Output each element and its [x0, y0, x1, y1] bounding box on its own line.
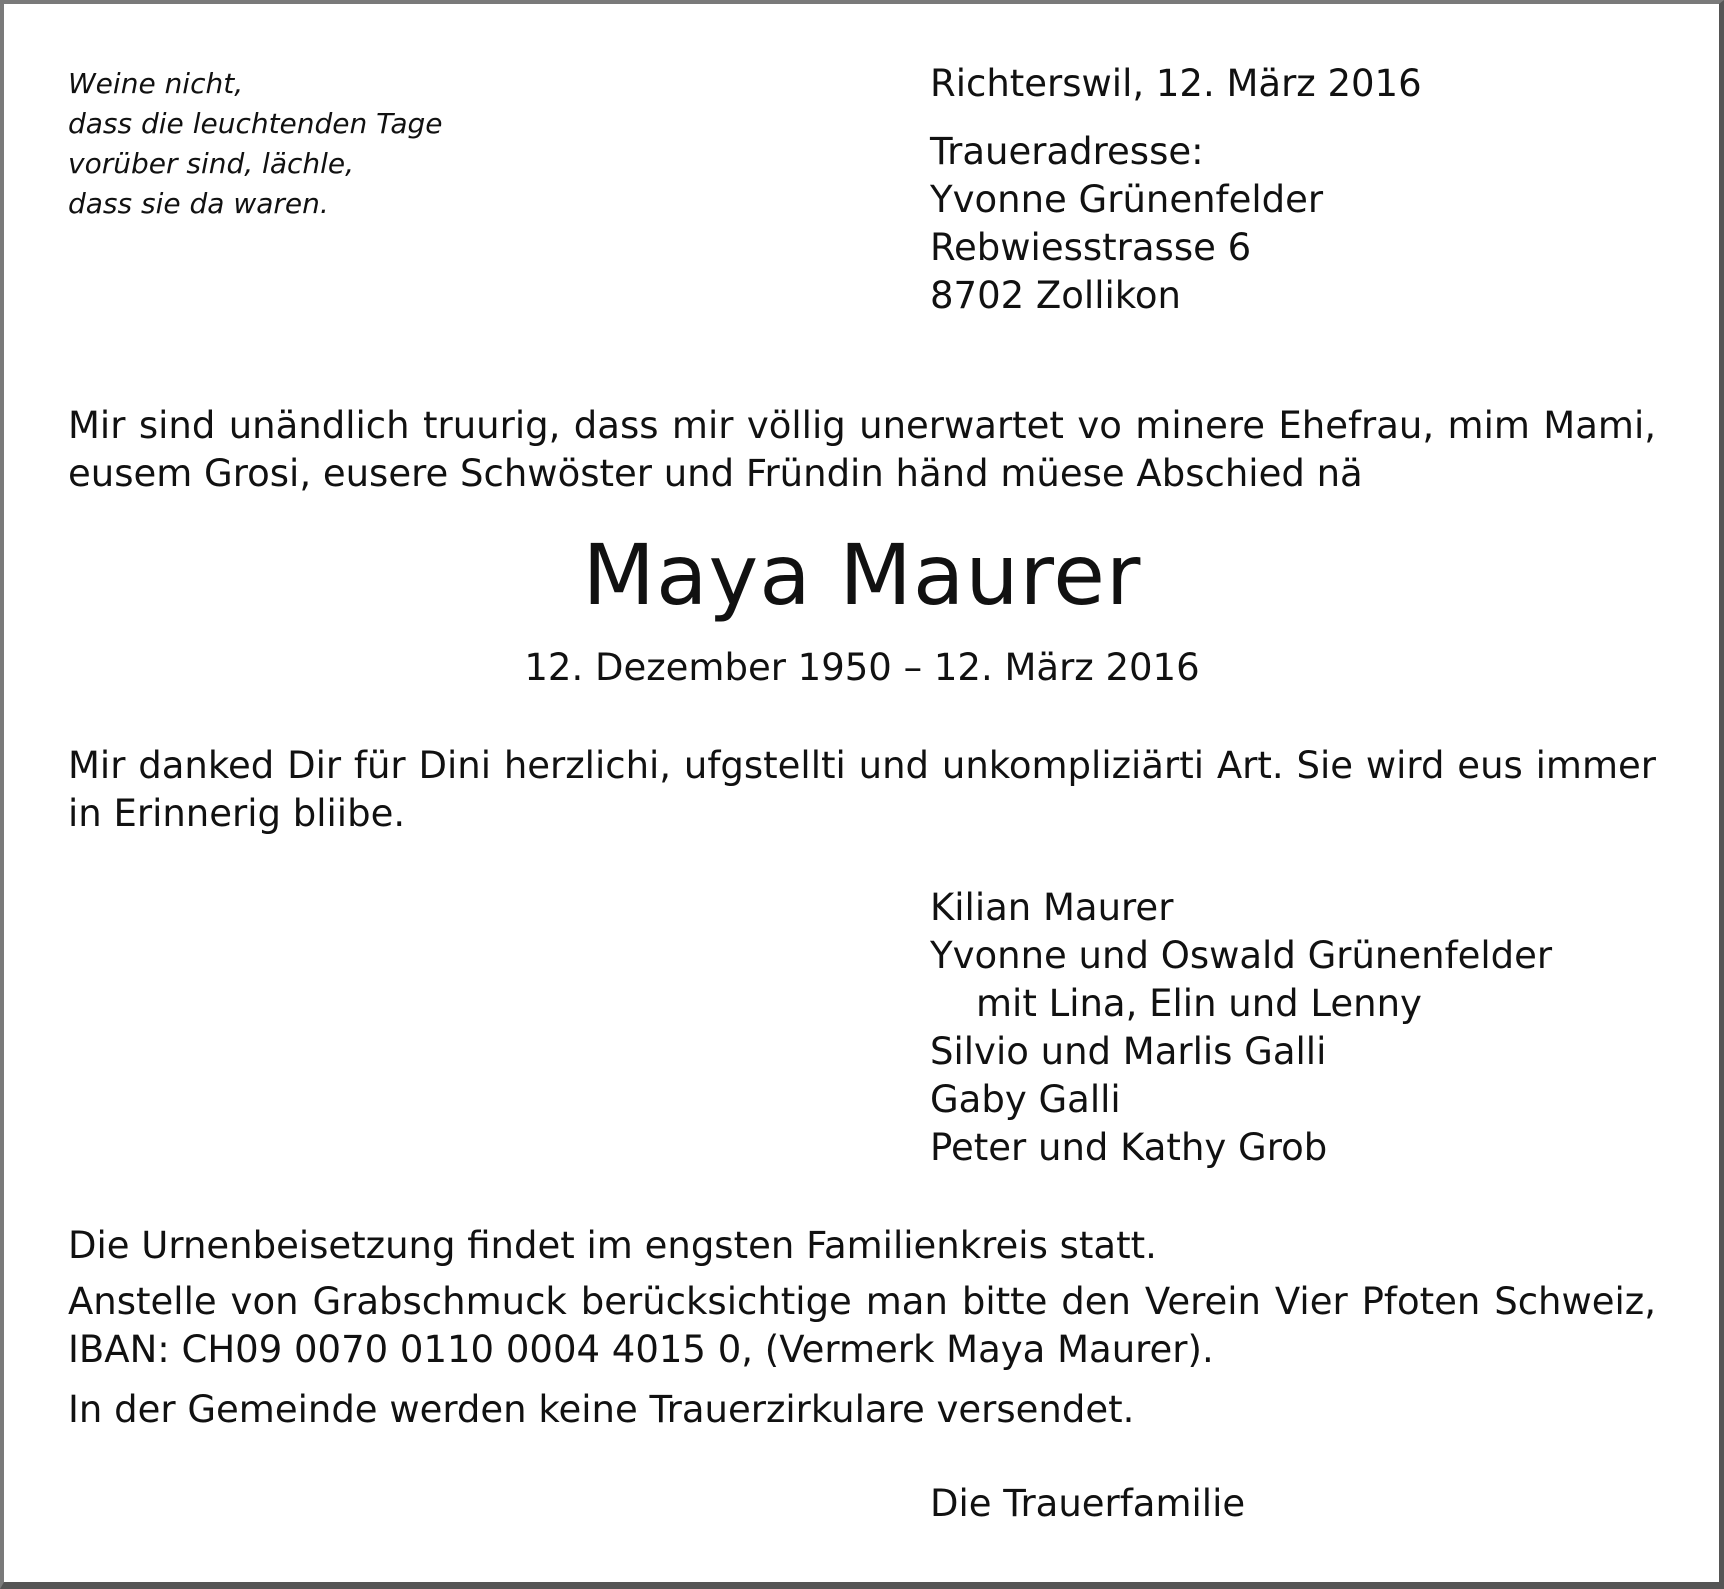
poem-line: dass die leuchtenden Tage: [68, 107, 443, 140]
address-street: Rebwiesstrasse 6: [930, 226, 1252, 269]
circular-text: In der Gemeinde werden keine Trauerzirkulare versendet.: [68, 1388, 1135, 1431]
signer: Yvonne und Oswald Grünenfelder: [930, 934, 1553, 977]
burial-notice: [68, 1222, 1656, 1270]
signer: Peter und Kathy Grob: [930, 1126, 1328, 1169]
signer: Kilian Maurer: [930, 886, 1174, 929]
closing-family: Die Trauerfamilie: [930, 1482, 1246, 1525]
intro-line: eusem Grosi, eusere Schwöster und Fründin händ müese Abschied nä: [68, 452, 1363, 495]
address-label: Traueradresse:: [930, 130, 1204, 173]
intro-line: Mir sind unändlich truurig, dass mir völlig unerwartet vo minere Ehefrau, mim Mami,: [68, 404, 1656, 447]
thanks-line: in Erinnerig bliibe.: [68, 792, 406, 835]
thanks-paragraph: [68, 742, 1656, 838]
donation-notice: [68, 1278, 1656, 1374]
address-name: Yvonne Grünenfelder: [930, 178, 1324, 221]
poem-line: Weine nicht,: [68, 67, 244, 100]
mourning-address: [930, 128, 1323, 320]
poem-line: dass sie da waren.: [68, 187, 329, 220]
burial-text: Die Urnenbeisetzung findet im engsten Familienkreis statt.: [68, 1224, 1157, 1267]
address-city: 8702 Zollikon: [930, 274, 1181, 317]
poem: [68, 64, 443, 224]
deceased-name: Maya Maurer: [582, 526, 1142, 624]
donation-line: Anstelle von Grabschmuck berücksichtige man bitte den Verein Vier Pfoten Schweiz,: [68, 1280, 1656, 1323]
intro-paragraph: [68, 402, 1656, 498]
life-dates: 12. Dezember 1950 – 12. März 2016: [524, 646, 1200, 689]
donation-line: IBAN: CH09 0070 0110 0004 4015 0, (Vermerk Maya Maurer).: [68, 1328, 1214, 1371]
signer: Gaby Galli: [930, 1078, 1121, 1121]
signer: mit Lina, Elin und Lenny: [976, 982, 1422, 1025]
poem-line: vorüber sind, lächle,: [68, 147, 355, 180]
signers-list: [930, 884, 1552, 1172]
signer: Silvio und Marlis Galli: [930, 1030, 1327, 1073]
thanks-line: Mir danked Dir für Dini herzlichi, ufgstellti und unkompliziärti Art. Sie wird eus immer: [68, 744, 1656, 787]
place-date: Richterswil, 12. März 2016: [930, 62, 1422, 105]
circular-notice: [68, 1386, 1656, 1434]
